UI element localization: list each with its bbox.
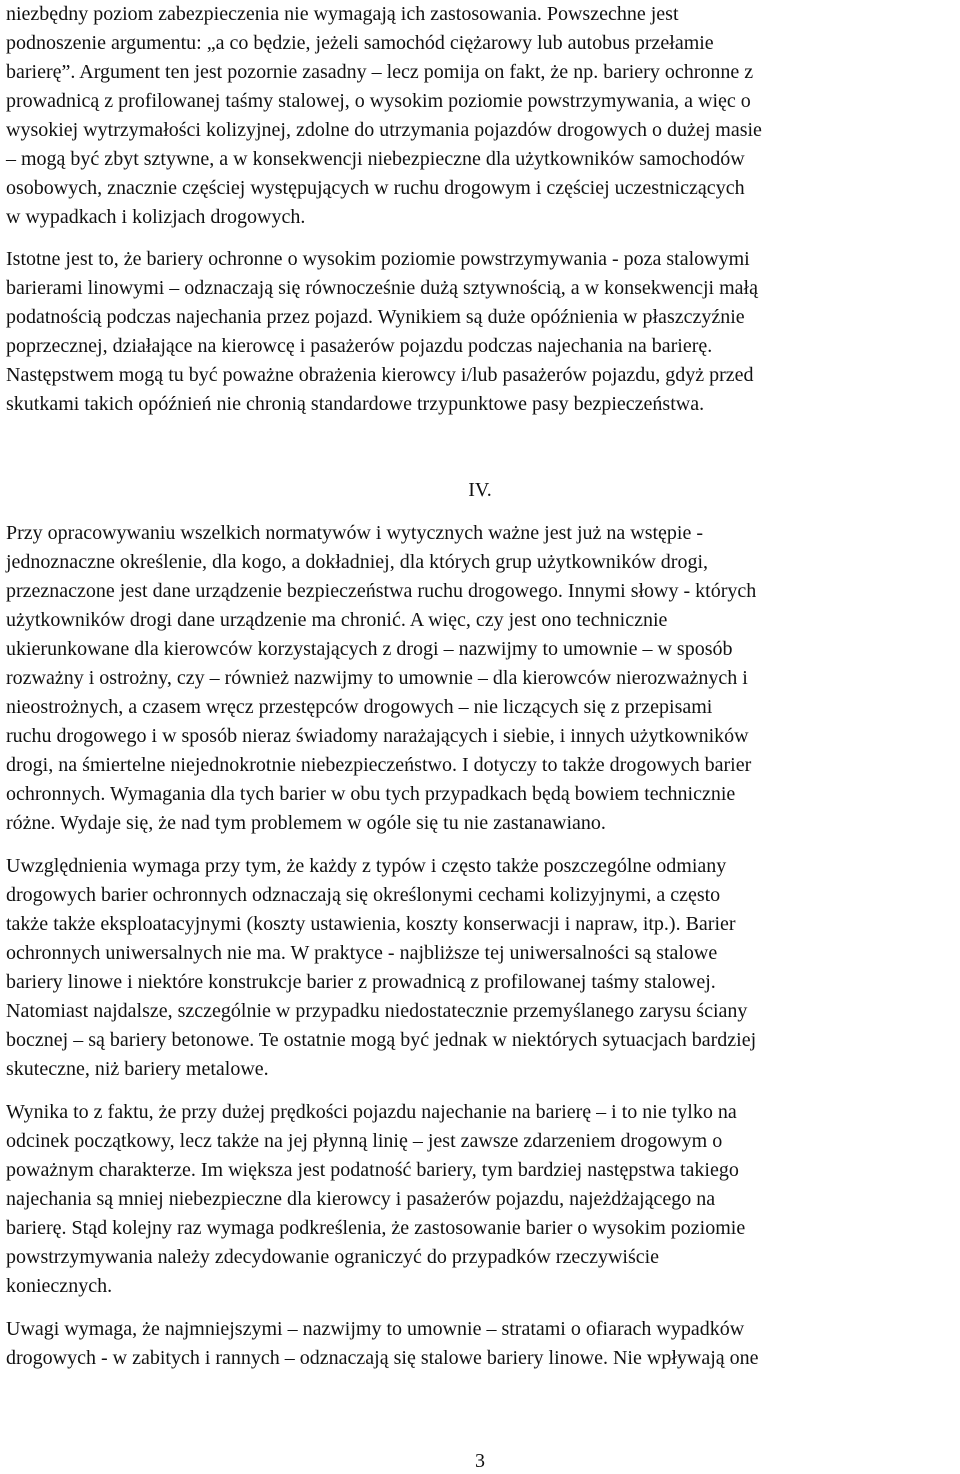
section-gap bbox=[6, 419, 954, 476]
text-line: ochronnych uniwersalnych nie ma. W praktyce - najbliższe tej uniwersalności są stalowe bbox=[6, 942, 718, 964]
text-line: jednoznaczne określenie, dla kogo, a dokładniej, dla których grup użytkowników drogi, bbox=[6, 551, 709, 573]
text-line: poprzecznej, działające na kierowcę i pasażerów pojazdu podczas najechania na barierę. bbox=[6, 335, 713, 357]
text-line: bocznej – są bariery betonowe. Te ostatnie mogą być jednak w niektórych sytuacjach bardziej bbox=[6, 1029, 757, 1051]
text-line: Następstwem mogą tu być poważne obrażenia kierowcy i/lub pasażerów pojazdu, gdyż przed bbox=[6, 364, 754, 386]
text-line: barierami linowymi – odznaczają się równocześnie dużą sztywnością, a w konsekwencji małą bbox=[6, 277, 758, 299]
text-line: przeznaczone jest dane urządzenie bezpieczeństwa ruchu drogowego. Innymi słowy - których bbox=[6, 580, 757, 602]
text-line: podnoszenie argumentu: „a co będzie, jeżeli samochód ciężarowy lub autobus przełamie bbox=[6, 32, 714, 54]
document-page bbox=[6, 0, 954, 1373]
text-line: drogowych - w zabitych i rannych – odznaczają się stalowe bariery linowe. Nie wpływają one bbox=[6, 1347, 759, 1369]
text-line: Wynika to z faktu, że przy dużej prędkości pojazdu najechanie na barierę – i to nie tylko na bbox=[6, 1101, 737, 1123]
paragraph-5 bbox=[6, 1098, 954, 1301]
text-line: Uwagi wymaga, że najmniejszymi – nazwijmy to umownie – stratami o ofiarach wypadków bbox=[6, 1318, 745, 1340]
text-line: ukierunkowane dla kierowców korzystających z drogi – nazwijmy to umownie – w sposób bbox=[6, 638, 733, 660]
text-line: skuteczne, niż bariery metalowe. bbox=[6, 1058, 269, 1080]
text-line: użytkowników drogi dane urządzenie ma chronić. A więc, czy jest ono technicznie bbox=[6, 609, 668, 631]
text-line: ochronnych. Wymagania dla tych barier w obu tych przypadkach będą bowiem technicznie bbox=[6, 783, 736, 805]
text-line: Przy opracowywaniu wszelkich normatywów i wytycznych ważne jest już na wstępie - bbox=[6, 522, 704, 544]
paragraph-2 bbox=[6, 245, 954, 419]
paragraph-gap bbox=[6, 1301, 954, 1315]
paragraph-gap bbox=[6, 1084, 954, 1098]
text-line: skutkami takich opóźnień nie chronią standardowe trzypunktowe pasy bezpieczeństwa. bbox=[6, 393, 705, 415]
text-line: barierę”. Argument ten jest pozornie zasadny – lecz pomija on fakt, że np. bariery ochronne z bbox=[6, 61, 754, 83]
section-gap bbox=[6, 505, 954, 519]
text-line: drogowych barier ochronnych odznaczają się określonymi cechami kolizyjnymi, a często bbox=[6, 884, 721, 906]
text-line: różne. Wydaje się, że nad tym problemem w ogóle się tu nie zastanawiano. bbox=[6, 812, 606, 834]
text-line: wysokiej wytrzymałości kolizyjnej, zdolne do utrzymania pojazdów drogowych o dużej masie bbox=[6, 119, 762, 141]
text-line: najechania są mniej niebezpieczne dla kierowcy i pasażerów pojazdu, najeżdżającego na bbox=[6, 1188, 716, 1210]
paragraph-1 bbox=[6, 0, 954, 232]
text-line: – mogą być zbyt sztywne, a w konsekwencji niebezpieczne dla użytkowników samochodów bbox=[6, 148, 745, 170]
paragraph-gap bbox=[6, 232, 954, 245]
text-line: podatnością podczas najechania przez pojazd. Wynikiem są duże opóźnienia w płaszczyźnie bbox=[6, 306, 745, 328]
text-line: Natomiast najdalsze, szczególnie w przypadku niedostatecznie przemyślanego zarysu ściany bbox=[6, 1000, 748, 1022]
paragraph-4 bbox=[6, 852, 954, 1084]
text-line: odcinek początkowy, lecz także na jej płynną linię – jest zawsze zdarzeniem drogowym o bbox=[6, 1130, 723, 1152]
text-line: Uwzględnienia wymaga przy tym, że każdy z typów i często także poszczególne odmiany bbox=[6, 855, 727, 877]
text-line: rozważny i ostrożny, czy – również nazwijmy to umownie – dla kierowców nierozważnych i bbox=[6, 667, 748, 689]
text-line: prowadnicą z profilowanej taśmy stalowej, o wysokim poziomie powstrzymywania, a więc o bbox=[6, 90, 751, 112]
text-line: poważnym charakterze. Im większa jest podatność bariery, tym bardziej następstwa takiego bbox=[6, 1159, 739, 1181]
text-line: koniecznych. bbox=[6, 1275, 113, 1297]
paragraph-gap bbox=[6, 838, 954, 852]
paragraph-3 bbox=[6, 519, 954, 838]
text-line: Istotne jest to, że bariery ochronne o wysokim poziomie powstrzymywania - poza stalowymi bbox=[6, 248, 750, 270]
section-heading: IV. bbox=[468, 479, 492, 501]
text-line: drogi, na śmiertelne niejednokrotnie niebezpieczeństwo. I dotyczy to także drogowych barier bbox=[6, 754, 752, 776]
text-line: niezbędny poziom zabezpieczenia nie wymagają ich zastosowania. Powszechne jest bbox=[6, 3, 679, 25]
text-line: osobowych, znacznie częściej występujących w ruchu drogowym i częściej uczestniczących bbox=[6, 177, 745, 199]
text-line: w wypadkach i kolizjach drogowych. bbox=[6, 206, 306, 228]
text-line: także także eksploatacyjnymi (koszty ustawienia, koszty konserwacji i napraw, itp.). Barier bbox=[6, 913, 736, 935]
paragraph-6 bbox=[6, 1315, 954, 1373]
text-line: barierę. Stąd kolejny raz wymaga podkreślenia, że zastosowanie barier o wysokim poziomie bbox=[6, 1217, 746, 1239]
text-line: bariery linowe i niektóre konstrukcje barier z prowadnicą z profilowanej taśmy stalowej. bbox=[6, 971, 716, 993]
page-number: 3 bbox=[475, 1450, 485, 1472]
text-line: powstrzymywania należy zdecydowanie ograniczyć do przypadków rzeczywiście bbox=[6, 1246, 660, 1268]
text-line: ruchu drogowego i w sposób nieraz świadomy narażających i siebie, i innych użytkowników bbox=[6, 725, 749, 747]
text-line: nieostrożnych, a czasem wręcz przestępców drogowych – nie liczących się z przepisami bbox=[6, 696, 713, 718]
